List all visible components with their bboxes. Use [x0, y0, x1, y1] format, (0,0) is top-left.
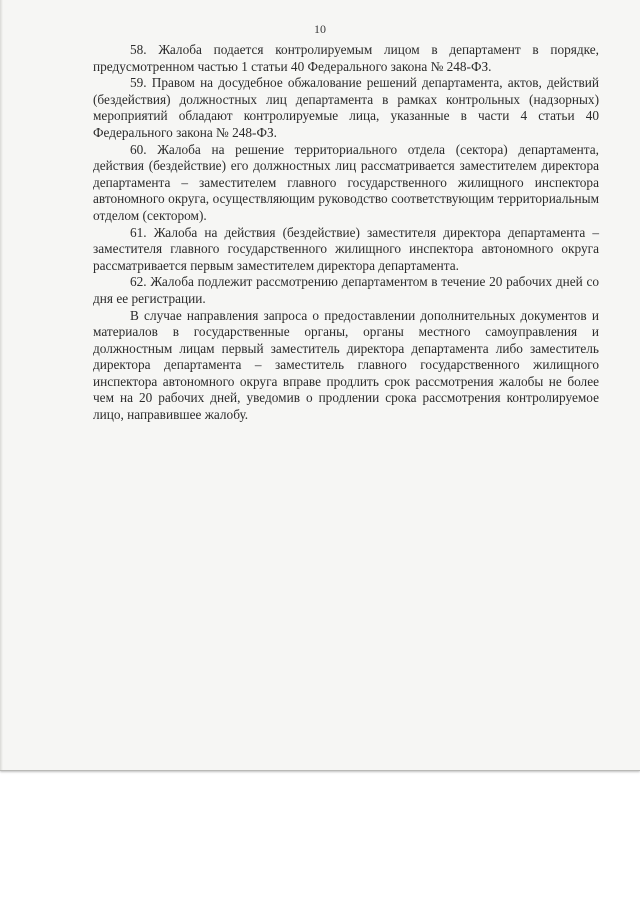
paragraph-62-extension: В случае направления запроса о предоставлении дополнительных документов и материалов в государственные органы, органы местного самоуправления и должностным лицам первый заместитель директора департамента либо заместитель директора департамента – заместитель главного государственного жилищного инспектора автономного округа вправе продлить срок рассмотрения жалобы не более чем на 20 рабочих дней, уведомив о продлении срока рассмотрения контролируемое лицо, направившее жалобу.: [93, 307, 599, 423]
paragraph-58: 58. Жалоба подается контролируемым лицом в департамент в порядке, предусмотренном частью 1 статьи 40 Федерального закона № 248-ФЗ.: [93, 42, 599, 74]
paragraph-60: 60. Жалоба на решение территориального отдела (сектора) департамента, действия (бездействие) его должностных лиц рассматривается заместителем директора департамента – заместителем главного государственного жилищного инспектора автономного округа, осуществляющим руководство соответствующим территориальным отделом (сектором).: [93, 141, 599, 223]
page-edge-shadow: [0, 0, 3, 770]
paragraph-61: 61. Жалоба на действия (бездействие) заместителя директора департамента – заместителя главного государственного жилищного инспектора автономного округа рассматривается первым заместителем директора департамента.: [93, 224, 599, 273]
paragraph-62: 62. Жалоба подлежит рассмотрению департаментом в течение 20 рабочих дней со дня ее регистрации.: [93, 274, 599, 306]
page-number: 10: [314, 22, 326, 36]
document-body: [93, 42, 599, 424]
paragraph-59: 59. Правом на досудебное обжалование решений департамента, актов, действий (бездействия) должностных лиц департамента в рамках контрольных (надзорных) мероприятий обладают контролируемые лица, указанные в части 4 статьи 40 Федерального закона № 248-ФЗ.: [93, 75, 599, 140]
